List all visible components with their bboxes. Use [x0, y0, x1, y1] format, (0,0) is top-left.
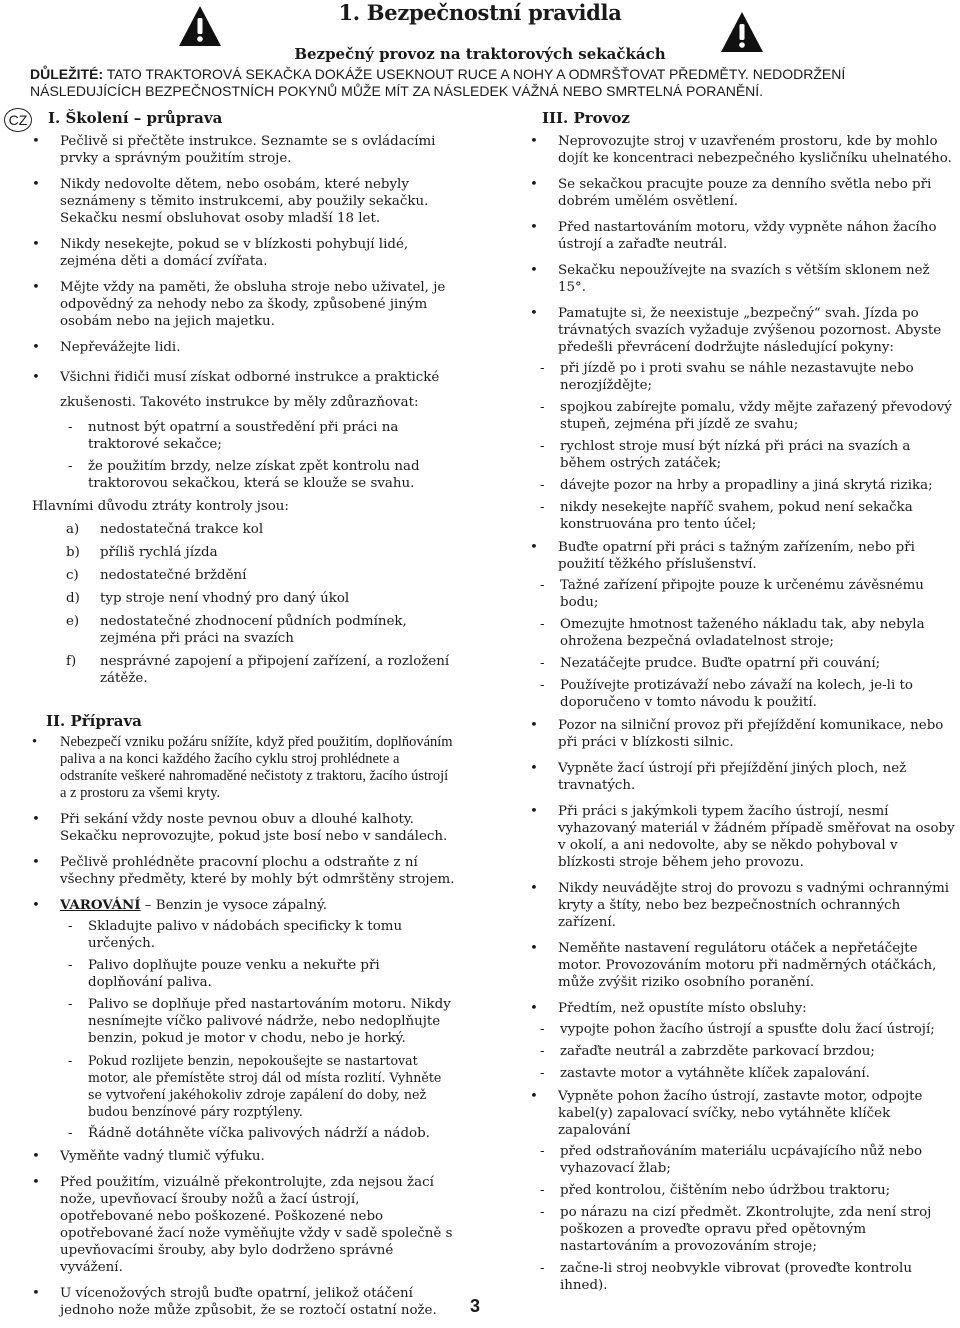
- list-item: - dávejte pozor na hrby a propadliny a jiná skrytá rizika;: [530, 477, 958, 494]
- list-item: - že použitím brzdy, nelze získat zpět kontrolu nad traktorovou sekačkou, která se klouže se svahu.: [58, 458, 456, 492]
- list-item: - Palivo se doplňuje před nastartováním motoru. Nikdy nesnímejte víčko palivové nádrže, nebo nedoplňujte benzin, pokud je motor v chodu, nebo je horký.: [58, 996, 456, 1047]
- list-item: - před kontrolou, čištěním nebo údržbou traktoru;: [530, 1182, 958, 1199]
- towing-dash-list: [530, 577, 958, 711]
- list-item: - Používejte protizávaží nebo závaží na kolech, je-li to doporučeno v tomto návodu k použití.: [530, 677, 958, 711]
- page-title: 1. Bezpečnostní pravidla: [338, 0, 622, 25]
- list-item: • Se sekačkou pracujte pouze za denního světla nebo při dobrém umělém osvětlení.: [530, 176, 958, 210]
- training-dash-list: [58, 419, 456, 492]
- list-item: [32, 897, 456, 914]
- list-item: • Sekačku nepoužívejte na svazích s větším sklonem než 15°.: [530, 262, 958, 296]
- list-item: • Nikdy nesekejte, pokud se v blízkosti pohybují lidé, zejména děti a domácí zvířata.: [32, 236, 456, 270]
- operation-list-2: [530, 539, 958, 573]
- right-column: [530, 110, 958, 1300]
- preparation-list: [32, 734, 456, 914]
- list-item: • Nikdy nedovolte dětem, nebo osobám, které nebyly seznámeny s těmito instrukcemi, aby použily sekačku. Sekačku nesmí obsluhovat osoby mladší 18 let.: [32, 176, 456, 227]
- section-heading-preparation: II. Příprava: [46, 712, 142, 730]
- important-warning: [30, 66, 920, 100]
- left-column: [32, 110, 456, 1328]
- list-item: - vypojte pohon žacího ústrojí a spusťte dolu žací ústrojí;: [530, 1021, 958, 1038]
- list-item: • Vypněte pohon žacího ústrojí, zastavte motor, odpojte kabel(y) zapalovací svíčky, nebo vytáhněte klíček zapalování: [530, 1088, 958, 1139]
- slope-dash-list: [530, 360, 958, 533]
- list-item: - Pokud rozlijete benzin, nepokoušejte se nastartovat motor, ale přemístěte stroj dál od místa rozlití. Vyhněte se vytvoření jakéhokoliv zdroje zapálení do doby, než budou benzínové páry rozptýleny.: [58, 1052, 456, 1120]
- section-heading-training: I. Školení – průprava: [48, 109, 223, 127]
- warning-label: DŮLEŽITÉ:: [30, 66, 104, 82]
- section-heading-operation: III. Provoz: [542, 109, 630, 127]
- list-item: • Vyměňte vadný tlumič výfuku.: [32, 1148, 456, 1165]
- list-item: • Pečlivě prohlédněte pracovní plochu a odstraňte z ní všechny předměty, které by mohly být odmrštěny strojem.: [32, 854, 456, 888]
- list-item: • Předtím, než opustíte místo obsluhy:: [530, 1000, 958, 1017]
- list-item: • Pamatujte si, že neexistuje „bezpečný“ svah. Jízda po trávnatých svazích vyžaduje zvýšenou pozornost. Abyste předešli převrácení dodržujte následující pokyny:: [530, 305, 958, 356]
- list-item: - Tažné zařízení připojte pouze k určenému závěsnému bodu;: [530, 577, 958, 611]
- list-item: - nutnost být opatrní a soustředění při práci na traktorové sekačce;: [58, 419, 456, 453]
- country-badge: CZ: [4, 108, 32, 132]
- list-item: • Pozor na silniční provoz při přejíždění komunikace, nebo při práci v blízkosti silnic.: [530, 717, 958, 751]
- page-number: 3: [470, 1296, 481, 1316]
- operation-list: [530, 133, 958, 356]
- list-item: - po nárazu na cizí předmět. Zkontrolujte, zda není stroj poškozen a proveďte opravu před opětovným nastartováním a provozováním stroje;: [530, 1204, 958, 1255]
- training-list: [32, 133, 456, 415]
- list-item: - Nezatáčejte prudce. Buďte opatrní při couvání;: [530, 655, 958, 672]
- fuel-warning-label: VAROVÁNÍ: [60, 897, 141, 913]
- list-item: • Buďte opatrní při práci s tažným zařízením, nebo při použití těžkého příslušenství.: [530, 539, 958, 573]
- preparation-list-2: [32, 1148, 456, 1319]
- list-item: • Před použitím, vizuálně překontrolujte, zda nejsou žací nože, upevňovací šrouby nožů a žací ústrojí, opotřebované nebo poškozené. Poškozené nebo opotřebované žací nože vyměňujte vždy v sadě společně s upevňovacími šrouby, aby bylo dodrženo správné vyvážení.: [32, 1174, 456, 1276]
- list-item: • Při sekání vždy noste pevnou obuv a dlouhé kalhoty. Sekačku neprovozujte, pokud jste bosí nebo v sandálech.: [32, 811, 456, 845]
- list-item: - rychlost stroje musí být nízká při práci na svazích a během ostrých zatáček;: [530, 438, 958, 472]
- leaving-dash-list: [530, 1021, 958, 1082]
- list-item: • U vícenožových strojů buďte opatrní, jelikož otáčení jednoho nože může způsobit, že se roztočí ostatní nože.: [32, 1285, 456, 1319]
- list-item: • Nebezpečí vzniku požáru snížíte, když před použitím, doplňováním paliva a na konci každého žacího cyklu stroj prohlédnete a odstraníte veškeré nahromaděné nečistoty z traktoru, žacího ústrojí a z prostoru za všemi kryty.: [32, 734, 456, 802]
- fuel-warning-text: – Benzin je vysoce zápalný.: [140, 898, 327, 913]
- list-item: - Omezujte hmotnost taženého nákladu tak, aby nebyla ohrožena bezpečná ovladatelnost stroje;: [530, 616, 958, 650]
- list-item: d) typ stroje není vhodný pro daný úkol: [66, 591, 350, 606]
- fuel-dash-list: [58, 918, 456, 1142]
- list-item: - zařaďte neutrál a zabrzděte parkovací brzdou;: [530, 1043, 958, 1060]
- operation-list-4: [530, 1088, 958, 1139]
- list-item: • Před nastartováním motoru, vždy vypněte náhon žacího ústrojí a zařaďte neutrál.: [530, 219, 958, 253]
- list-item: - při jízdě po i proti svahu se náhle nezastavujte nebo nerozjíždějte;: [530, 360, 958, 394]
- list-item: e) nedostatečné zhodnocení půdních podmínek, zejména při práci na svazích: [66, 614, 407, 646]
- list-item: - Řádně dotáhněte víčka palivových nádrží a nádob.: [58, 1125, 456, 1142]
- operation-list-3: [530, 717, 958, 1017]
- warning-text: TATO TRAKTOROVÁ SEKAČKA DOKÁŽE USEKNOUT RUCE A NOHY A ODMRŠŤOVAT PŘEDMĚTY. NEDODRŽENÍ NÁSLEDUJÍCÍCH BEZPEČNOSTNÍCH POKYNŮ MŮŽE MÍT ZA NÁSLEDEK VÁŽNÁ NEBO SMRTELNÁ PORANĚNÍ.: [30, 66, 846, 99]
- list-item: • Pečlivě si přečtěte instrukce. Seznamte se s ovládacími prvky a správným použitím stroje.: [32, 133, 456, 167]
- shutdown-dash-list: [530, 1143, 958, 1294]
- list-item: - Skladujte palivo v nádobách specificky k tomu určených.: [58, 918, 456, 952]
- causes-intro: Hlavními důvodu ztráty kontroly jsou:: [32, 499, 289, 514]
- list-item: b) příliš rychlá jízda: [66, 545, 218, 560]
- causes-list: [66, 521, 456, 687]
- list-item: • Nepřevážejte lidi.: [32, 339, 456, 356]
- list-item: • Mějte vždy na paměti, že obsluha stroje nebo uživatel, je odpovědný za nehody nebo za škody, způsobené jiným osobám nebo na jejich majetku.: [32, 279, 456, 330]
- list-item: - spojkou zabírejte pomalu, vždy mějte zařazený převodový stupeň, zejména při jízdě ze svahu;: [530, 399, 958, 433]
- list-item: c) nedostatečné brždění: [66, 568, 247, 583]
- list-item: f) nesprávné zapojení a připojení zařízení, a rozložení zátěže.: [66, 654, 450, 686]
- page-subtitle: Bezpečný provoz na traktorových sekačkách: [294, 45, 666, 63]
- list-item: • Nikdy neuvádějte stroj do provozu s vadnými ochrannými kryty a štíty, nebo bez bezpečnostních ochranných zařízení.: [530, 880, 958, 931]
- warning-triangle-icon: [178, 4, 222, 48]
- list-item: - před odstraňováním materiálu ucpávajícího nůž nebo vyhazovací žlab;: [530, 1143, 958, 1177]
- list-item: • Vypněte žací ústrojí při přejíždění jiných ploch, než travnatých.: [530, 760, 958, 794]
- list-item: • Neprovozujte stroj v uzavřeném prostoru, kde by mohlo dojít ke koncentraci nebezpečného kysličníku uhelnatého.: [530, 133, 958, 167]
- list-item: - zastavte motor a vytáhněte klíček zapalování.: [530, 1065, 958, 1082]
- list-item: a) nedostatečná trakce kol: [66, 522, 264, 537]
- list-item: - začne-li stroj neobvykle vibrovat (proveďte kontrolu ihned).: [530, 1260, 958, 1294]
- list-item: • Neměňte nastavení regulátoru otáček a nepřetáčejte motor. Provozováním motoru při nadměrných otáčkách, může zvýšit riziko osobního poranění.: [530, 940, 958, 991]
- list-item: - nikdy nesekejte napříč svahem, pokud není sekačka konstruována pro tento účel;: [530, 499, 958, 533]
- list-item: • Všichni řidiči musí získat odborné instrukce a praktické zkušenosti. Takovéto instrukce by měly zdůrazňovat:: [32, 365, 456, 415]
- list-item: - Palivo doplňujte pouze venku a nekuřte při doplňování paliva.: [58, 957, 456, 991]
- list-item: • Při práci s jakýmkoli typem žacího ústrojí, nesmí vyhazovaný materiál v žádném případě směřovat na osoby v okolí, a ani nedovolte, aby se někdo pohyboval v blízkosti stroje během jeho provozu.: [530, 803, 958, 871]
